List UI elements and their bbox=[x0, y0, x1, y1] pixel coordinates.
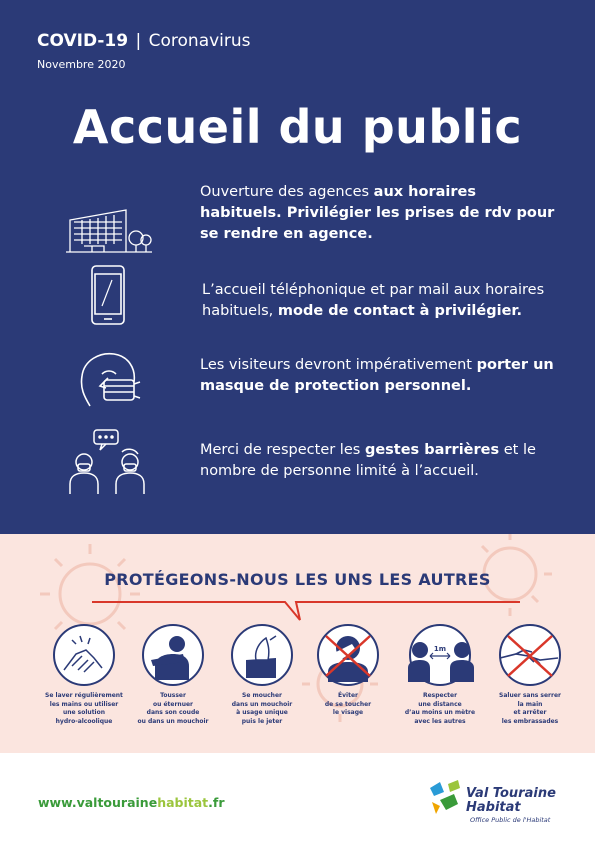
caption-line: les mains ou utiliser bbox=[49, 700, 119, 708]
heading-separator: | bbox=[135, 31, 142, 51]
phone-icon bbox=[64, 264, 154, 334]
caption-line: Respecter bbox=[422, 692, 458, 699]
caption-line: à usage unique bbox=[236, 709, 288, 716]
tissue-icon bbox=[220, 624, 304, 686]
info-text-gestures bbox=[200, 440, 560, 482]
mask-head-icon bbox=[64, 345, 154, 415]
gesture-caption bbox=[303, 692, 393, 718]
caption-line: Éviter bbox=[338, 692, 358, 699]
url-part: www.valtouraine bbox=[38, 795, 158, 810]
brand-tagline: Office Public de l'Habitat bbox=[470, 816, 551, 824]
caption-line: les embrassades bbox=[501, 717, 559, 725]
gesture-caption bbox=[485, 692, 575, 726]
caption-line: Saluer sans serrer bbox=[499, 692, 561, 699]
caption-line: avec les autres bbox=[414, 717, 466, 725]
caption-line: Tousser bbox=[160, 692, 186, 699]
info-text-bold: gestes barrières bbox=[364, 442, 500, 458]
caption-line: puis le jeter bbox=[241, 717, 283, 725]
caption-line: de se toucher bbox=[324, 700, 372, 708]
brand-name-line1: Val Touraine bbox=[466, 786, 556, 801]
gesture-caption bbox=[217, 692, 307, 726]
brand-name-line2: Habitat bbox=[466, 800, 521, 815]
no-face-touch-icon bbox=[306, 624, 390, 686]
info-text-part: L’accueil téléphonique et par mail aux horaires habituels, bbox=[202, 282, 545, 319]
people-distance-icon bbox=[64, 428, 154, 498]
info-text-part: Ouverture des agences bbox=[200, 184, 374, 200]
info-text-bold: porter un masque de protection personnel. bbox=[200, 357, 554, 394]
info-text-agencies bbox=[200, 182, 560, 245]
gesture-caption bbox=[128, 692, 218, 726]
covid-label: COVID-19 bbox=[37, 31, 129, 51]
gesture-caption bbox=[39, 692, 129, 726]
distance-icon bbox=[398, 624, 482, 686]
date-label: Novembre 2020 bbox=[37, 58, 126, 71]
url-part: .fr bbox=[208, 795, 225, 810]
caption-line: la main bbox=[517, 700, 543, 708]
info-text-part: Les visiteurs devront impérativement bbox=[200, 357, 477, 373]
info-text-part: et le nombre de personne limité à l’accueil. bbox=[200, 442, 536, 479]
url-part-highlight: habitat bbox=[157, 795, 209, 810]
caption-line: Se laver régulièrement bbox=[45, 692, 123, 699]
caption-line: dans son coude bbox=[146, 709, 200, 716]
no-handshake-icon bbox=[488, 624, 572, 686]
coronavirus-label: Coronavirus bbox=[148, 31, 251, 51]
caption-line: ou dans un mouchoir bbox=[137, 717, 209, 725]
website-link[interactable] bbox=[38, 795, 225, 810]
caption-line: le visage bbox=[332, 709, 364, 716]
info-text-bold: mode de contact à privilégier. bbox=[277, 303, 523, 319]
info-text-bold: aux horaires habituels. Privilégier les prises de rdv pour se rendre en agence. bbox=[200, 184, 555, 242]
gesture-caption bbox=[395, 692, 485, 726]
info-text-phone bbox=[202, 280, 562, 322]
distance-label: 1m bbox=[433, 645, 447, 653]
caption-line: ou éternuer bbox=[152, 700, 194, 708]
caption-line: une solution bbox=[62, 709, 106, 716]
covid-heading bbox=[37, 31, 251, 51]
slogan-heading: PROTÉGEONS-NOUS LES UNS LES AUTRES bbox=[104, 570, 491, 589]
caption-line: une distance bbox=[418, 700, 462, 708]
caption-line: hydro-alcoolique bbox=[55, 717, 113, 725]
page-title: Accueil du public bbox=[72, 100, 523, 154]
caption-line: et arrêter bbox=[513, 709, 547, 716]
caption-line: d’au moins un mètre bbox=[404, 709, 476, 716]
cough-elbow-icon bbox=[131, 624, 215, 686]
caption-line: Se moucher bbox=[242, 692, 282, 699]
agency-building-icon bbox=[64, 194, 154, 264]
info-text-part: Merci de respecter les bbox=[200, 442, 365, 458]
caption-line: dans un mouchoir bbox=[231, 700, 293, 708]
info-text-mask bbox=[200, 355, 560, 397]
hand-wash-icon bbox=[42, 624, 126, 686]
